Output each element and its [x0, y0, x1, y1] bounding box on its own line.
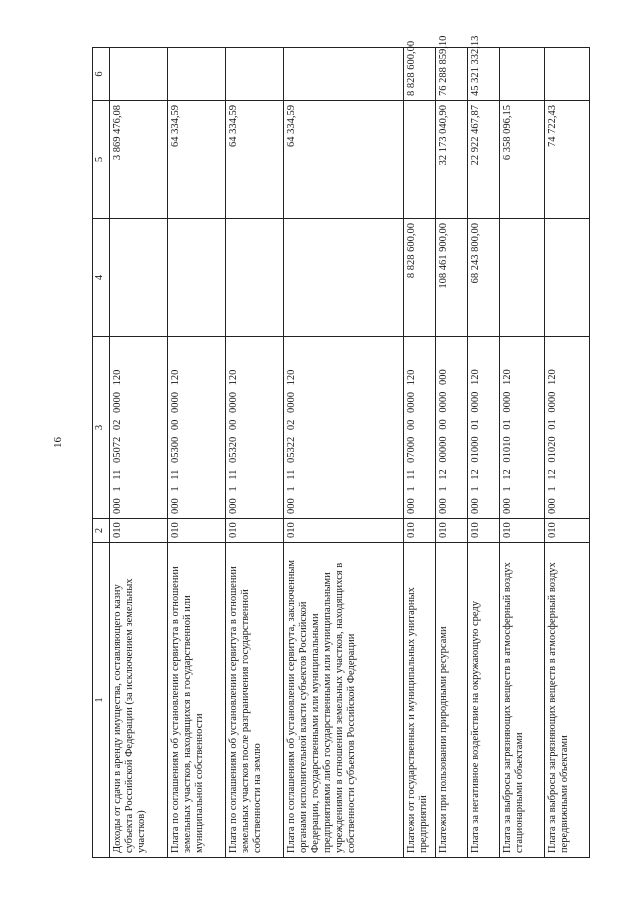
admin-code: 010 [468, 519, 500, 543]
budget-code: 000 1 11 05072 02 0000 120 [110, 337, 168, 519]
admin-code: 010 [284, 519, 404, 543]
plan-value [226, 219, 284, 337]
plan-value: 68 243 800,00 [468, 219, 500, 337]
plan-value [545, 219, 590, 337]
budget-code: 000 1 12 00000 00 0000 000 [436, 337, 468, 519]
remainder-value [226, 48, 284, 101]
row-name: Плата за негативное воздействие на окружающую среду [468, 543, 500, 858]
column-number-row [93, 48, 110, 858]
admin-code: 010 [226, 519, 284, 543]
column-header: 6 [93, 48, 110, 101]
column-header: 4 [93, 219, 110, 337]
table-row [545, 48, 590, 858]
revenue-table [92, 35, 590, 858]
table-row [110, 48, 168, 858]
table-row [168, 48, 226, 858]
actual-value: 6 358 096,15 [500, 101, 545, 219]
table-row [226, 48, 284, 858]
table-row [404, 48, 436, 858]
admin-code: 010 [500, 519, 545, 543]
remainder-value: 76 288 859,10 [436, 48, 468, 101]
budget-code: 000 1 11 05300 00 0000 120 [168, 337, 226, 519]
row-name: Плата по соглашениям об установлении сервитута в отношении земельных участков после разграничения государственной собственности на землю [226, 543, 284, 858]
table-row [284, 48, 404, 858]
budget-code: 000 1 11 05322 02 0000 120 [284, 337, 404, 519]
row-name: Платежи при пользовании природными ресурсами [436, 543, 468, 858]
rotated-table-container [92, 35, 615, 858]
row-name: Плата по соглашениям об установлении сервитута в отношении земельных участков, находящихся в государственной или муниципальной собственности [168, 543, 226, 858]
row-name: Доходы от сдачи в аренду имущества, составляющего казну субъекта Российской Федерации (за исключением земельных участков) [110, 543, 168, 858]
actual-value [404, 101, 436, 219]
admin-code: 010 [436, 519, 468, 543]
actual-value: 22 922 467,87 [468, 101, 500, 219]
plan-value [110, 219, 168, 337]
column-header: 5 [93, 101, 110, 219]
table-row [436, 48, 468, 858]
budget-code: 000 1 12 01010 01 0000 120 [500, 337, 545, 519]
plan-value [284, 219, 404, 337]
actual-value: 64 334,59 [168, 101, 226, 219]
column-header: 2 [93, 519, 110, 543]
column-header: 1 [93, 543, 110, 858]
row-name: Плата за выбросы загрязняющих веществ в атмосферный воздух стационарными объектами [500, 543, 545, 858]
table-row [468, 48, 500, 858]
row-name: Плата по соглашениям об установлении сервитута, заключенным органами исполнительной власти субъектов Российской Федерации, государственными или муниципальными предприятиями либо государственными или муниципальными учреждениями в отношении земельных участков, находящихся в собственности субъектов Российской Федерации [284, 543, 404, 858]
plan-value [168, 219, 226, 337]
remainder-value [168, 48, 226, 101]
row-name: Плата за выбросы загрязняющих веществ в атмосферный воздух передвижными объектами [545, 543, 590, 858]
budget-code: 000 1 12 01020 01 0000 120 [545, 337, 590, 519]
remainder-value [284, 48, 404, 101]
actual-value: 64 334,59 [226, 101, 284, 219]
admin-code: 010 [404, 519, 436, 543]
remainder-value [110, 48, 168, 101]
page-number: 16 [52, 437, 64, 448]
remainder-value [545, 48, 590, 101]
row-name: Платежи от государственных и муниципальных унитарных предприятий [404, 543, 436, 858]
budget-code: 000 1 12 01000 01 0000 120 [468, 337, 500, 519]
actual-value: 64 334,59 [284, 101, 404, 219]
budget-code: 000 1 11 07000 00 0000 120 [404, 337, 436, 519]
plan-value [500, 219, 545, 337]
remainder-value: 45 321 332,13 [468, 48, 500, 101]
actual-value: 32 173 040,90 [436, 101, 468, 219]
admin-code: 010 [545, 519, 590, 543]
admin-code: 010 [110, 519, 168, 543]
plan-value: 8 828 600,00 [404, 219, 436, 337]
admin-code: 010 [168, 519, 226, 543]
remainder-value [500, 48, 545, 101]
actual-value: 74 722,43 [545, 101, 590, 219]
remainder-value: 8 828 600,00 [404, 48, 436, 101]
actual-value: 3 869 476,08 [110, 101, 168, 219]
column-header: 3 [93, 337, 110, 519]
plan-value: 108 461 900,00 [436, 219, 468, 337]
budget-code: 000 1 11 05320 00 0000 120 [226, 337, 284, 519]
table-row [500, 48, 545, 858]
